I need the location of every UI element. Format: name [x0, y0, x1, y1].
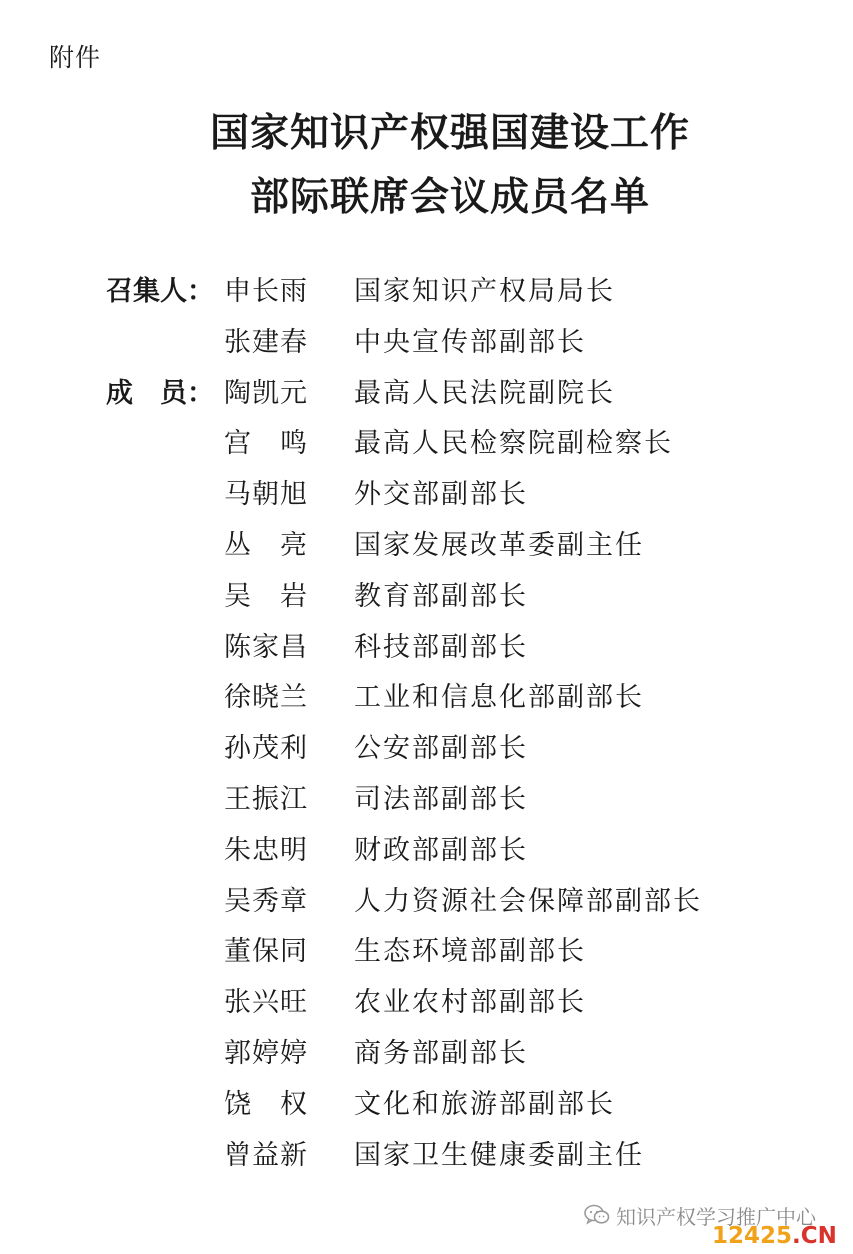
- attachment-label: 附件: [49, 43, 102, 72]
- member-position: 工业和信息化部副部长: [354, 682, 644, 714]
- member-roster: [106, 267, 826, 1181]
- wechat-icon: [584, 1204, 610, 1226]
- member-name: 张兴旺: [224, 987, 308, 1019]
- roster-row: [106, 1029, 826, 1080]
- member-position: 生态环境部副部长: [354, 936, 586, 968]
- member-name: 陈家昌: [224, 631, 308, 663]
- role-label: 召集人：: [106, 276, 214, 307]
- roster-row: [106, 318, 826, 369]
- member-name: 徐晓兰: [224, 682, 308, 714]
- roster-row: [106, 927, 826, 978]
- watermark-text: 知识产权学习推广中心: [616, 1204, 816, 1229]
- roster-row: [106, 877, 826, 928]
- roster-row: [106, 1080, 826, 1131]
- member-name: 马朝旭: [224, 479, 308, 511]
- roster-row: [106, 775, 826, 826]
- member-position: 科技部副部长: [354, 631, 528, 663]
- member-position: 商务部副部长: [354, 1037, 528, 1069]
- site-logo: [712, 1222, 837, 1250]
- member-position: 司法部副部长: [354, 783, 528, 815]
- member-position: 最高人民检察院副检察长: [354, 428, 673, 460]
- member-position: 人力资源社会保障部副部长: [354, 885, 702, 917]
- roster-row: [106, 978, 826, 1029]
- document-title: [0, 101, 853, 229]
- site-logo-suffix: .CN: [792, 1223, 837, 1249]
- member-name: 吴秀章: [224, 885, 308, 917]
- roster-row: [106, 1131, 826, 1182]
- member-position: 公安部副部长: [354, 733, 528, 765]
- member-name: 郭婷婷: [224, 1037, 308, 1069]
- member-position: 财政部副部长: [354, 834, 528, 866]
- roster-row: [106, 724, 826, 775]
- member-name: 饶 权: [224, 1088, 308, 1120]
- member-name: 曾益新: [224, 1139, 308, 1171]
- document-title-line-2: 部际联席会议成员名单: [249, 174, 650, 220]
- roster-row: [106, 369, 826, 420]
- roster-row: [106, 623, 826, 674]
- role-label: 成 员：: [106, 377, 214, 409]
- roster-row: [106, 572, 826, 623]
- member-position: 外交部副部长: [354, 479, 528, 511]
- member-name: 吴 岩: [224, 580, 308, 612]
- roster-row: [106, 419, 826, 470]
- member-name: 孙茂利: [224, 733, 308, 765]
- roster-row: [106, 470, 826, 521]
- member-name: 王振江: [224, 783, 308, 815]
- document-title-line-1: 国家知识产权强国建设工作: [209, 110, 690, 156]
- member-name: 张建春: [224, 326, 308, 358]
- member-name: 申长雨: [224, 276, 308, 307]
- roster-row: [106, 826, 826, 877]
- roster-row: [106, 673, 826, 724]
- roster-row: [106, 267, 826, 318]
- member-position: 国家卫生健康委副主任: [354, 1139, 644, 1171]
- member-name: 丛 亮: [224, 529, 308, 561]
- member-name: 董保同: [224, 936, 308, 968]
- member-name: 朱忠明: [224, 834, 308, 866]
- member-position: 教育部副部长: [354, 580, 528, 612]
- member-name: 陶凯元: [224, 377, 308, 409]
- member-position: 国家知识产权局局长: [354, 276, 615, 307]
- roster-row: [106, 521, 826, 572]
- member-position: 农业农村部副部长: [354, 987, 586, 1019]
- member-position: 国家发展改革委副主任: [354, 529, 644, 561]
- member-name: 宫 鸣: [224, 428, 308, 460]
- member-position: 文化和旅游部副部长: [354, 1088, 615, 1120]
- member-position: 中央宣传部副部长: [354, 326, 586, 358]
- member-position: 最高人民法院副院长: [354, 377, 615, 409]
- site-logo-number: 12425: [712, 1223, 793, 1249]
